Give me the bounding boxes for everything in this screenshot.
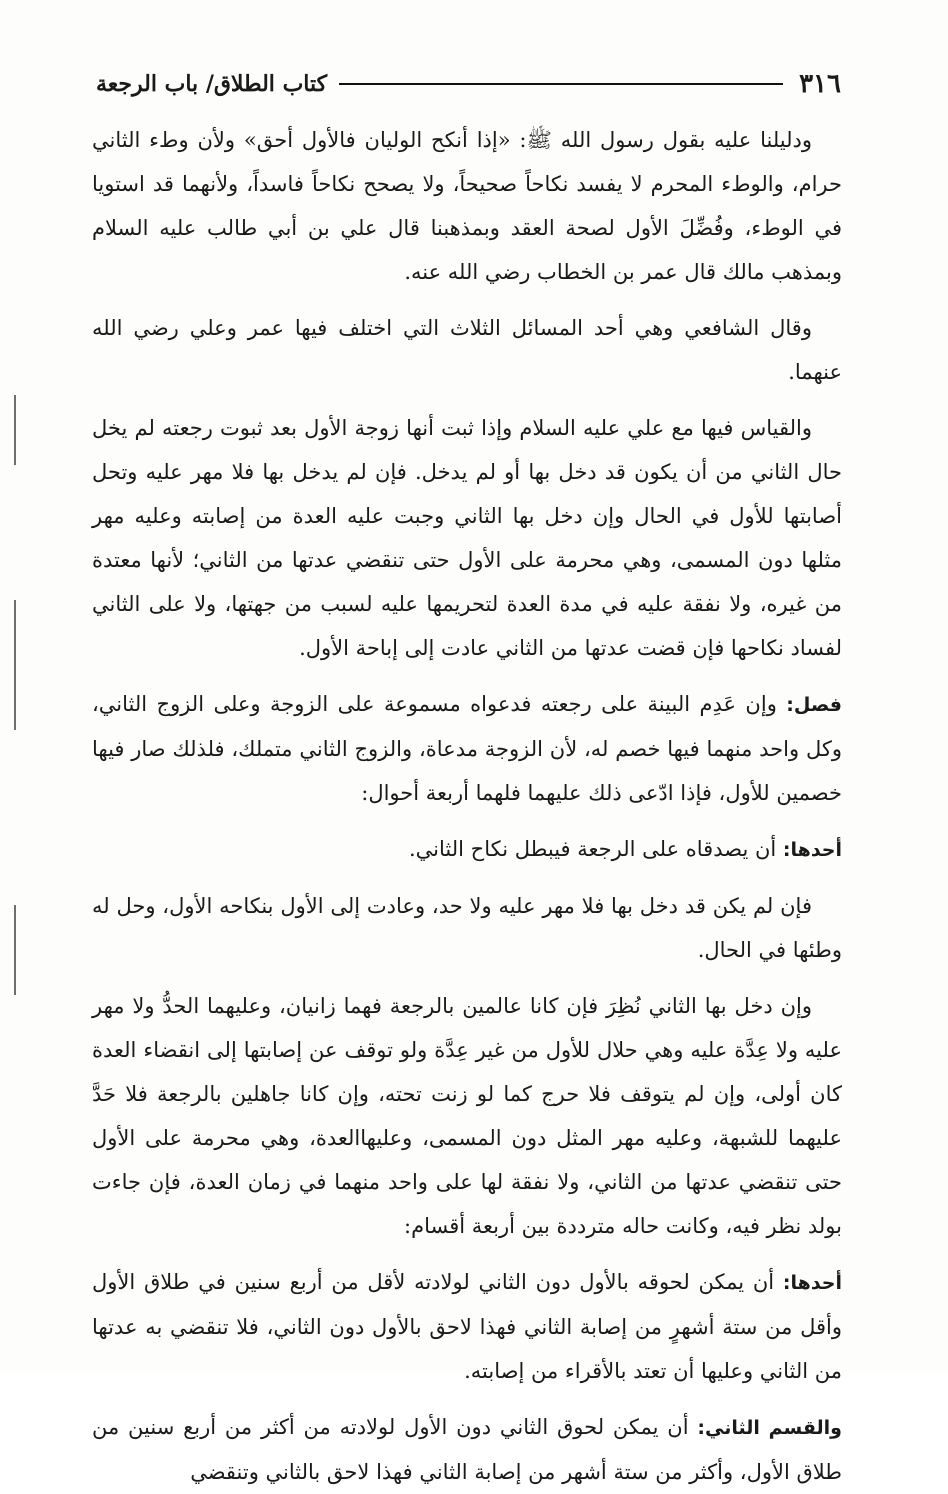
main-text bbox=[92, 118, 842, 1494]
chapter-title: كتاب الطلاق/ باب الرجعة bbox=[96, 71, 328, 97]
paragraph-text: وإن عَدِم البينة على رجعته فدعواه مسموعة على الزوجة وعلى الزوج الثاني، وكل واحد منهما فيها خصم له، لأن الزوجة مدعاة، والزوج الثاني متملك، فلذلك صار فيها خصمين للأول، فإذا ادّعى ذلك عليهما فلهما أربعة أحوال: bbox=[92, 692, 842, 805]
paragraph-analogy bbox=[92, 406, 842, 670]
paragraph-section bbox=[92, 682, 842, 815]
paragraph-division-one bbox=[92, 1260, 842, 1393]
running-header bbox=[96, 66, 841, 102]
paragraph-text: أن يمكن لحوق الثاني دون الأول لولادته من أكثر من أربع سنين من طلاق الأول، وأكثر من ستة أشهر من إصابة الثاني فهذا لاحق بالثاني وتنقضي bbox=[92, 1415, 842, 1484]
margin-scan-mark bbox=[14, 395, 16, 465]
margin-scan-mark bbox=[14, 600, 16, 730]
paragraph-case-one bbox=[92, 827, 842, 872]
paragraph-text: فإن لم يكن قد دخل بها فلا مهر عليه ولا حد، وعادت إلى الأول بنكاحه الأول، وحل له وطئها في الحال. bbox=[92, 894, 842, 962]
paragraph-text: وإن دخل بها الثاني نُظِرَ فإن كانا عالمين بالرجعة فهما زانيان، وعليهما الحدُّ ولا مهر عليه ولا عِدَّة عليه وهي حلال للأول من غير عِدَّة ولو توقف عن إصابتها إلى انقضاء العدة كان أولى، وإن لم يتوقف فلا حرج كما لو زنت تحته، وإن كانا جاهلين بالرجعة فلا حَدَّ عليهما للشبهة، وعليه مهر المثل دون المسمى، وعليهاالعدة، وهي محرمة على الأول حتى تنقضي عدتها من الثاني، ولا نفقة لها على واحد منهما في زمان العدة، فإن جاءت بولد نظر فيه، وكانت حاله مترددة بين أربعة أقسام: bbox=[92, 994, 842, 1238]
paragraph-text: والقياس فيها مع علي عليه السلام وإذا ثبت أنها زوجة الأول بعد ثبوت رجعته لم يخل حال الثاني من أن يكون قد دخل بها أو لم يدخل. فإن لم يدخل بها فلا مهر عليه وتحل أصابتها للأول في الحال وإن دخل بها الثاني وجبت عليه العدة من إصابته وعليه مهر مثلها دون المسمى، وهي محرمة على الأول حتى تنقضي عدتها من الثاني؛ لأنها معتدة من غيره، ولا نفقة عليه في مدة العدة لتحريمها عليه لسبب من جهتها، ولا على الثاني لفساد نكاحها فإن قضت عدتها من الثاني عادت إلى إباحة الأول. bbox=[92, 416, 842, 660]
case-lead: أحدها: bbox=[782, 839, 842, 861]
paragraph-shafii bbox=[92, 306, 842, 394]
paragraph-no-entry bbox=[92, 884, 842, 972]
paragraph-text: وقال الشافعي وهي أحد المسائل الثلاث التي اختلف فيها عمر وعلي رضي الله عنهما. bbox=[92, 316, 842, 384]
paragraph-text: أن يمكن لحوقه بالأول دون الثاني لولادته لأقل من أربع سنين في طلاق الأول وأقل من ستة أشهرٍ من إصابة الثاني فهذا لاحق بالأول دون الثاني، فلا تنقضي به عدتها من الثاني وعليها أن تعتد بالأقراء من إصابته. bbox=[92, 1270, 842, 1383]
division-lead: أحدها: bbox=[782, 1272, 842, 1294]
paragraph-division-two bbox=[92, 1405, 842, 1494]
section-lead: فصل: bbox=[786, 694, 842, 716]
header-rule bbox=[339, 83, 783, 85]
paragraph-text: ودليلنا عليه بقول رسول الله ﷺ: «إذا أنكح الوليان فالأول أحق» ولأن وطء الثاني حرام، والوطء المحرم لا يفسد نكاحاً صحيحاً، ولا يصحح نكاحاً فاسداً، ولأنهما قد استويا في الوطء، وفُضِّلَ الأول لصحة العقد وبمذهبنا قال علي بن أبي طالب عليه السلام وبمذهب مالك قال عمر بن الخطاب رضي الله عنه. bbox=[92, 128, 842, 284]
page-number: ٣١٦ bbox=[799, 69, 841, 99]
paragraph-entry bbox=[92, 984, 842, 1248]
margin-scan-mark bbox=[14, 905, 16, 995]
division-lead: والقسم الثاني: bbox=[697, 1417, 842, 1439]
paragraph-text: أن يصدقاه على الرجعة فيبطل نكاح الثاني. bbox=[408, 837, 777, 861]
paragraph-evidence bbox=[92, 118, 842, 294]
